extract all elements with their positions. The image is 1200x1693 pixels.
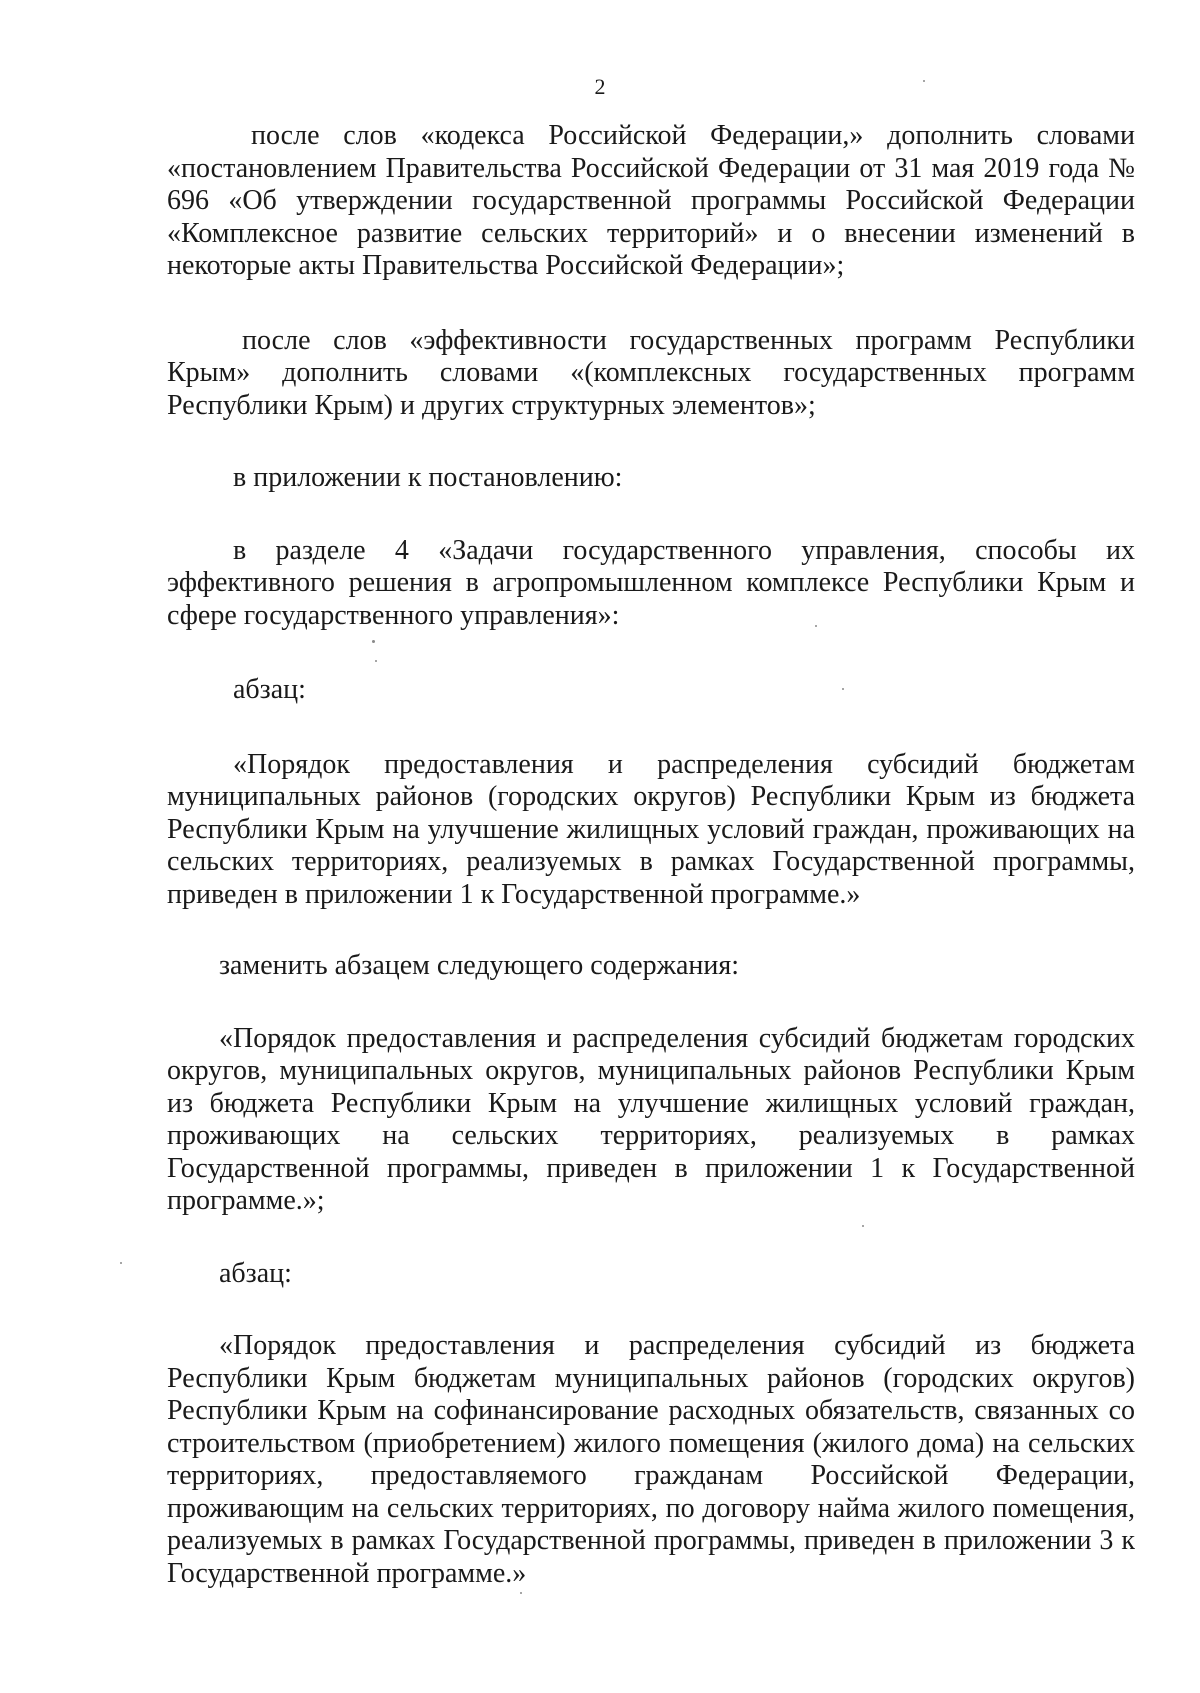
scan-speck xyxy=(862,1225,864,1227)
paragraph-replace-instruction: заменить абзацем следующего содержания: xyxy=(219,950,739,981)
scan-speck xyxy=(120,1262,122,1264)
scan-speck xyxy=(372,640,375,643)
scan-speck xyxy=(842,688,844,690)
scan-speck xyxy=(520,1592,522,1594)
paragraph-label-abzac-2: абзац: xyxy=(219,1257,292,1289)
paragraph-section-4: в разделе 4 «Задачи государственного управления, способы их эффективного решения в агропромышленном комплексе Республики Крым и сфере государственного управления»: xyxy=(167,534,1135,631)
quote-old-paragraph-1: «Порядок предоставления и распределения субсидий бюджетам муниципальных районов (городских округов) Республики Крым из бюджета Республики Крым на улучшение жилищных условий граждан, проживающих на сельских территориях, реализуемых в рамках Государственной программы, приведен в приложении 1 к Государственной программе.» xyxy=(167,748,1135,910)
paragraph-amendment-2: после слов «эффективности государственных программ Республики Крым» дополнить словами «(комплексных государственных программ Республики Крым) и других структурных элементов»; xyxy=(167,324,1135,421)
paragraph-label-abzac-1: абзац: xyxy=(233,674,306,705)
paragraph-amendment-1: после слов «кодекса Российской Федерации,» дополнить словами «постановлением Правительства Российской Федерации от 31 мая 2019 года № 696 «Об утверждении государственной программы Российской Федерации «Комплексное развитие сельских территорий» и о внесении изменений в некоторые акты Правительства Российской Федерации»; xyxy=(167,120,1135,281)
quote-new-paragraph-1: «Порядок предоставления и распределения субсидий бюджетам городских округов, муниципальных округов, муниципальных районов Республики Крым из бюджета Республики Крым на улучшение жилищных условий граждан, проживающих на сельских территориях, реализуемых в рамках Государственной программы, приведен в приложении 1 к Государственной программе.»; xyxy=(167,1022,1135,1216)
paragraph-appendix-intro: в приложении к постановлению: xyxy=(233,462,623,493)
scan-speck xyxy=(815,625,817,627)
document-body xyxy=(167,120,1135,1590)
quote-old-paragraph-2: «Порядок предоставления и распределения субсидий из бюджета Республики Крым бюджетам муниципальных районов (городских округов) Республики Крым на софинансирование расходных обязательств, связанных со строительством (приобретением) жилого помещения (жилого дома) на сельских территориях, предоставляемого гражданам Российской Федерации, проживающим на сельских территориях, по договору найма жилого помещения, реализуемых в рамках Государственной программы, приведен в приложении 3 к Государственной программе.» xyxy=(167,1330,1135,1589)
scan-speck xyxy=(923,80,925,82)
scan-speck xyxy=(375,660,377,662)
page-number: 2 xyxy=(594,74,606,99)
